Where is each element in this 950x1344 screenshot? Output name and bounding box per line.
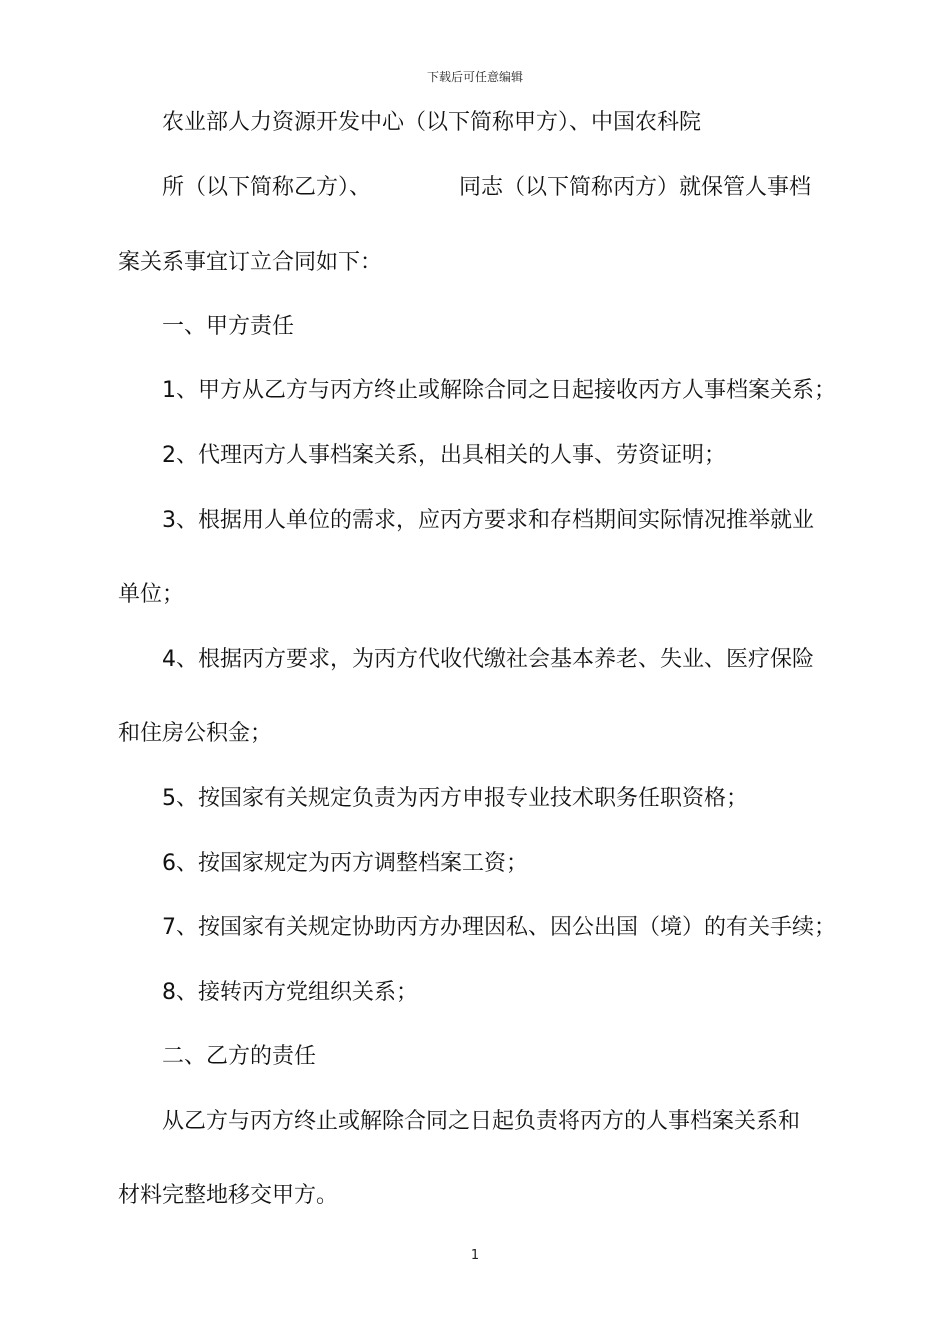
item-5: 5、按国家有关规定负责为丙方申报专业技术职务任职资格； bbox=[162, 786, 748, 811]
item-3-line-1: 3、根据用人单位的需求，应丙方要求和存档期间实际情况推举就业 bbox=[162, 508, 814, 533]
page-number: 1 bbox=[470, 1248, 480, 1263]
item-4-line-1: 4、根据丙方要求，为丙方代收代缴社会基本养老、失业、医疗保险 bbox=[162, 647, 814, 672]
item-8: 8、接转丙方党组织关系； bbox=[162, 980, 418, 1005]
header-note: 下载后可任意编辑 bbox=[426, 70, 523, 84]
item-3-line-2: 单位； bbox=[118, 582, 185, 607]
section-2-heading: 二、乙方的责任 bbox=[162, 1044, 317, 1069]
intro-line-1: 农业部人力资源开发中心（以下简称甲方）、中国农科院 bbox=[162, 110, 702, 135]
section-1-heading: 一、甲方责任 bbox=[162, 314, 295, 339]
item-4-line-2: 和住房公积金； bbox=[118, 721, 273, 746]
item-1: 1、甲方从乙方与丙方终止或解除合同之日起接收丙方人事档案关系； bbox=[162, 378, 836, 403]
item-7: 7、按国家有关规定协助丙方办理因私、因公出国（境）的有关手续； bbox=[162, 915, 836, 940]
intro-line-3: 案关系事宜订立合同如下： bbox=[118, 250, 383, 275]
section-2-text-line-2: 材料完整地移交甲方。 bbox=[118, 1183, 339, 1208]
item-2: 2、代理丙方人事档案关系，出具相关的人事、劳资证明； bbox=[162, 443, 726, 468]
intro-line-2 bbox=[162, 173, 811, 203]
section-2-text-line-1: 从乙方与丙方终止或解除合同之日起负责将丙方的人事档案关系和 bbox=[162, 1109, 801, 1134]
intro-line-2-part-a: 所（以下简称乙方）、 bbox=[162, 175, 372, 200]
intro-line-2-part-b: 同志（以下简称丙方）就保管人事档 bbox=[459, 175, 812, 200]
item-6: 6、按国家规定为丙方调整档案工资； bbox=[162, 851, 528, 876]
